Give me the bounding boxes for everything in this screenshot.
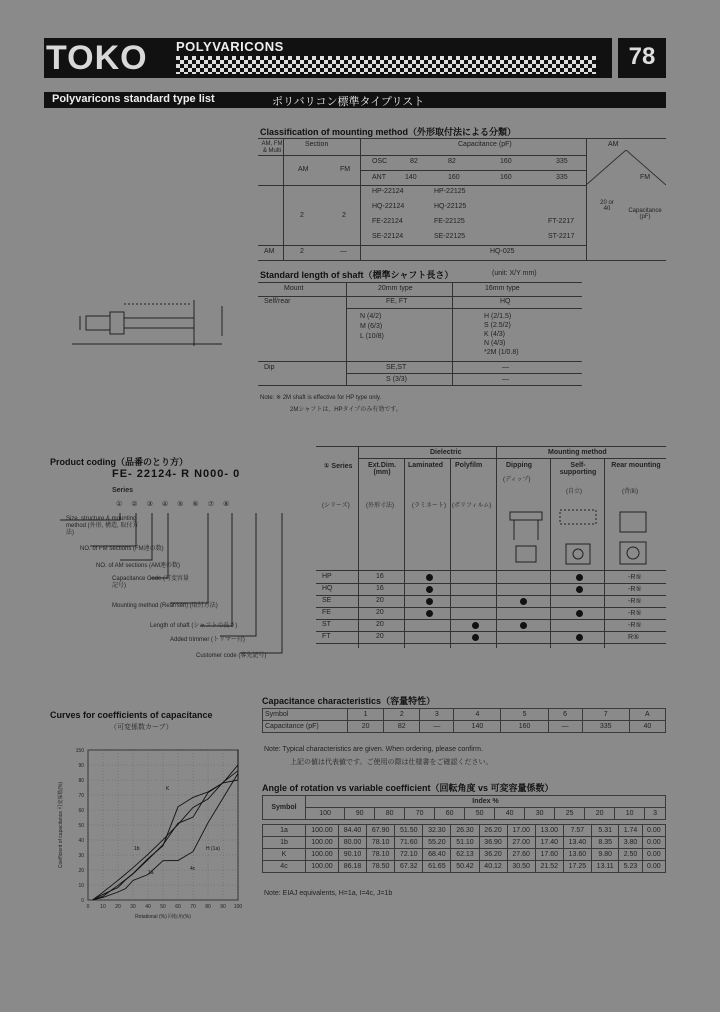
curve-label: H (1a) [206,846,220,852]
y-tick-label: 10 [78,883,84,889]
y-tick-label: 30 [78,853,84,859]
col-20mm: 20mm type [378,285,413,292]
col-am: AM [298,166,309,173]
curves-title-jp: （可変係数カーブ） [110,724,173,731]
curve-label: 1a [148,870,154,876]
am-row-am: 2 [300,248,304,255]
section-fm-val: 2 [342,212,346,219]
y-tick-label: 70 [78,793,84,799]
model-fe-fm: FE-22125 [434,218,465,225]
ant-label: ANT [372,174,386,181]
ant-value: 140 [405,174,417,181]
curves-title: Curves for coefficients of capacitance [50,710,213,720]
coding-label-1: Size, structure & mounting method (外形, 構造, 取付方法) [66,516,139,536]
section-title-jp: ポリバリコン標準タイプリスト [272,96,425,108]
h-dielectric: Dielectric [430,449,462,456]
curve-1b [93,750,239,900]
coding-label-3: NO. of AM sections (AM連の数) [96,563,181,569]
coding-label-8: Customer code (客先記号) [196,653,267,659]
x-tick-label: 70 [190,904,196,910]
right-diagonal-lines [586,150,666,190]
h-extdim-jp: (外形寸法) [366,503,394,509]
am-row-fm: — [340,248,347,255]
y-tick-label: 90 [78,763,84,769]
curve-label: 1b [134,846,140,852]
shaft-unit: (unit: X/Y mm) [492,270,537,277]
capchar-note-jp: 上記の値は代表値です。ご使用の際は仕様書をご確認ください。 [290,759,493,766]
self-20: FE, FT [386,298,408,305]
angle-title: Angle of rotation vs variable coefficient（回転角度 vs 可変容量係数） [262,783,554,793]
h-mounting: Mounting method [548,449,607,456]
curve-label: K [166,786,170,792]
list-16: H (2/1.5) S (2.5/2) K (4/3) N (4/3) *2M (1/0.8) [484,313,519,356]
x-tick-label: 20 [115,904,121,910]
x-tick-label: 100 [233,904,243,910]
cap-335: 335 [556,158,568,165]
section-am-val: 2 [300,212,304,219]
x-tick-label: 30 [130,904,136,910]
table-row: FE 20 -R⑤ [316,608,666,620]
cap2-c: 335 [556,174,568,181]
capchar-note: Note: Typical characteristics are given. When ordering, please confirm. [264,746,483,753]
self-rear: Self/rear [264,298,291,305]
h-self: Self-supporting [559,462,597,476]
model-st: ST-2217 [548,233,575,240]
h-dipping: Dipping [506,462,533,469]
y-tick-label: 20 [78,868,84,874]
coding-label-4: Capacitance Code (可変容量記号) [112,576,190,589]
osc-value: 82 [410,158,418,165]
model-hp-am: HP-22124 [372,188,404,195]
h-series-jp: (シリーズ) [322,503,350,509]
model-fe-am: FE-22124 [372,218,403,225]
model-hq-am: HQ-22124 [372,203,405,210]
table-row: HQ 16 -R⑤ [316,584,666,596]
col-fm: FM [340,166,351,173]
shaft-diagram [72,296,247,356]
h-extdim: Ext.Dim. (mm) [367,462,396,476]
page-number: 78 [618,38,666,78]
coding-label-5: Mounting method (Rear/self) (取付方法) [112,603,218,609]
table-row: 1b 100.00 80.00 78.10 71.60 55.20 51.10 36.90 27.00 17.40 13.40 8.35 3.80 0.00 [263,837,666,849]
table-row: Symbol 1 2 3 4 5 6 7 A [263,709,666,721]
model-ft: FT-2217 [548,218,575,225]
model-hp-fm: HP-22125 [434,188,466,195]
dip-label: Dip [264,364,275,371]
y-tick-label: 40 [78,838,84,844]
table-row: 4c 100.00 86.18 78.50 67.32 61.65 50.42 40.12 30.50 21.52 17.25 13.11 5.23 0.00 [263,861,666,873]
x-tick-label: 50 [160,904,166,910]
section-title: Polyvaricons standard type list [52,93,215,105]
curves-chart [48,740,248,930]
list-20: N (4/2) M (6/3) L (10/8) [360,313,384,340]
coding-numbers: ①②③④⑤⑥⑦⑧ [116,501,239,508]
h-rear-jp: (背面) [622,489,638,495]
y-tick-label: 0 [81,898,84,904]
x-axis-label: Rotational (%) 回転角(%) [135,914,191,920]
table-row: SE 20 -R⑤ [316,596,666,608]
cap-82: 82 [448,158,456,165]
decorative-checker [176,56,596,74]
curve-label: 4c [190,866,196,872]
am-row-model: HQ-025 [490,248,515,255]
dip-16: — [502,364,509,371]
angle-rows [262,824,666,873]
cap-160: 160 [500,158,512,165]
h-polyfilm-jp: (ポリフィルム) [452,503,492,509]
angle-table [262,795,666,820]
mounting-icons [500,500,666,568]
cap2-b: 160 [500,174,512,181]
h-laminated: Laminated [408,462,444,469]
x-tick-label: 90 [220,904,226,910]
right-capacitance: Capacitance (pF) [628,208,662,220]
shaft-note-jp: 2Mシャフトは、HPタイプのみ有効です。 [290,407,402,413]
h-dipping-jp: (ディップ) [503,477,531,483]
curve-1a [93,750,239,900]
brand-logo: TOKO [46,39,148,77]
coding-label-6: Length of shaft (シャフトの長さ) [150,623,238,629]
dip-16b: — [502,376,509,383]
y-tick-label: 80 [78,778,84,784]
coding-code: FE- 22124- R N000- 0 [112,468,241,480]
y-tick-label: 60 [78,808,84,814]
col-mount: Mount [284,285,304,292]
coding-label-2: NO. of FM sections (FM連の数) [80,546,164,552]
x-tick-label: 40 [145,904,151,910]
table-row: Symbol Index % [263,796,666,808]
h-laminated-jp: (ラミネート) [412,503,446,509]
table-row: FT 20 R⑤ [316,632,666,644]
x-tick-label: 0 [86,904,90,910]
capchar-table [262,708,666,733]
h-rear: Rear mounting [611,462,661,469]
col-am-fm: AM, FM & Multi [261,141,283,154]
capchar-title: Capacitance characteristics（容量特性） [262,696,436,706]
coding-series: Series [112,487,134,494]
x-tick-label: 10 [100,904,106,910]
h-series: ① Series [323,463,353,470]
table-row: HP 16 -R⑤ [316,572,666,584]
right-20-or-40: 20 or 40 [600,200,614,212]
y-tick-label: 150 [75,748,84,754]
osc-label: OSC [372,158,388,165]
right-fm: FM [640,174,651,181]
dip-20: SE,ST [386,364,407,371]
shaft-title: Standard length of shaft（標準シャフト長さ） [260,270,454,280]
coding-label-7: Added trimmer (トリマー付) [170,637,245,643]
cap2-a: 160 [448,174,460,181]
y-axis-label: Coefficient of capacitance 可変係数(%) [58,781,64,869]
model-hq-fm: HQ-22125 [434,203,467,210]
product-name: POLYVARICONS [176,39,284,54]
table-row: K 100.00 90.10 78.10 72.10 68.40 62.13 36.20 27.60 17.60 13.60 9.80 2.50 0.00 [263,849,666,861]
right-am: AM [608,141,619,148]
table-row: 100 90 80 70 60 50 40 30 25 20 10 3 [263,808,666,820]
table-row: Capacitance (pF) 20 82 — 140 160 — 335 40 [263,721,666,733]
h-self-jp: (自立) [566,489,582,495]
col-section: Section [305,141,329,148]
am-row-label: AM [264,248,275,255]
model-se-fm: SE-22125 [434,233,466,240]
curve-4c [93,750,239,900]
classification-title: Classification of mounting method（外形取付法による分類） [260,127,516,137]
coding-title: Product coding（品番のとり方） [50,457,188,467]
col-16mm: 16mm type [485,285,520,292]
self-16: HQ [500,298,511,305]
curve-K [93,750,239,900]
table-row: ST 20 -R⑤ [316,620,666,632]
angle-note: Note: EIAJ equivalents, H=1a, I=4c, J=1b [264,890,393,897]
h-polyfilm: Polyfilm [455,462,483,469]
table-row: 1a 100.00 84.40 67.90 51.50 32.30 26.30 26.20 17.00 13.00 7.57 5.31 1.74 0.00 [263,825,666,837]
x-tick-label: 80 [205,904,211,910]
x-tick-label: 60 [175,904,181,910]
dip-20b: S (3/3) [386,376,408,383]
y-tick-label: 50 [78,823,84,829]
shaft-note: Note: ※ 2M shaft is effective for HP type only. [260,395,382,401]
model-se-am: SE-22124 [372,233,404,240]
col-capacitance: Capacitance (pF) [458,141,512,148]
